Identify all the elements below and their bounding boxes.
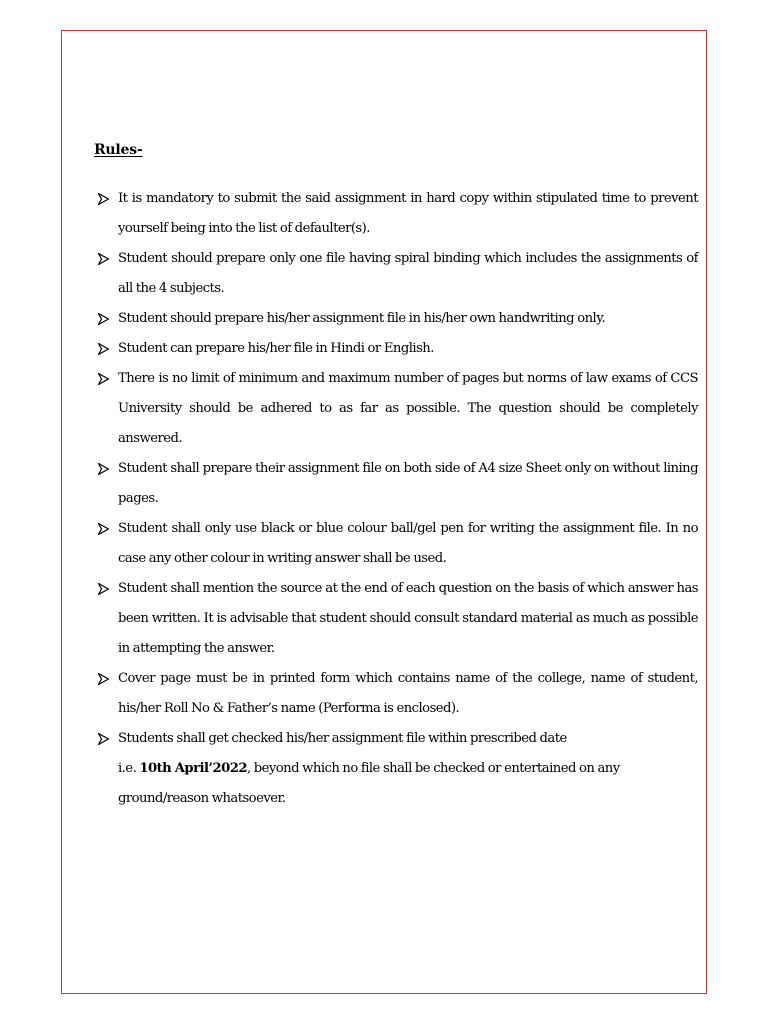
arrowhead-bullet-icon (98, 193, 109, 205)
arrowhead-bullet-icon (98, 463, 109, 475)
rule-text-suffix: , beyond which no file shall be checked or entertained on any ground/reason whatsoever. (118, 761, 620, 806)
arrowhead-bullet-icon (98, 523, 109, 535)
rule-text: Cover page must be in printed form which contains name of the college, name of student, his/her Roll No & Father’s name (Performa is enclosed). (118, 671, 698, 716)
rule-item (98, 304, 698, 334)
rule-text: Student should prepare only one file having spiral binding which includes the assignments of all the 4 subjects. (118, 251, 698, 296)
rule-text: Student shall prepare their assignment file on both side of A4 size Sheet only on without lining pages. (118, 461, 698, 506)
rule-text: It is mandatory to submit the said assignment in hard copy within stipulated time to prevent yourself being into the list of defaulter(s). (118, 191, 698, 236)
rule-item (98, 184, 698, 244)
arrowhead-bullet-icon (98, 373, 109, 385)
rule-item (98, 454, 698, 514)
rule-item-deadline (98, 724, 698, 814)
rule-item (98, 574, 698, 664)
rule-text: Student shall mention the source at the end of each question on the basis of which answer has been written. It is advisable that student should consult standard material as much as possible in attempting the answer. (118, 581, 698, 656)
rule-item (98, 514, 698, 574)
rule-text: Student can prepare his/her file in Hindi or English. (118, 341, 434, 356)
arrowhead-bullet-icon (98, 313, 109, 325)
rule-text: Student shall only use black or blue colour ball/gel pen for writing the assignment file. In no case any other colour in writing answer shall be used. (118, 521, 698, 566)
rule-item (98, 244, 698, 304)
arrowhead-bullet-icon (98, 733, 109, 745)
rule-text-line1: Students shall get checked his/her assignment file within prescribed date (118, 731, 567, 746)
rule-text: Student should prepare his/her assignment file in his/her own handwriting only. (118, 311, 605, 326)
arrowhead-bullet-icon (98, 253, 109, 265)
rules-list (98, 184, 698, 814)
rule-item (98, 664, 698, 724)
rule-item (98, 364, 698, 454)
rule-text-prefix: i.e. (118, 761, 140, 776)
rule-text: There is no limit of minimum and maximum number of pages but norms of law exams of CCS University should be adhered to as far as possible. The question should be completely answered. (118, 371, 698, 446)
rule-item (98, 334, 698, 364)
deadline-date: 10th April’2022 (139, 761, 247, 776)
arrowhead-bullet-icon (98, 583, 109, 595)
arrowhead-bullet-icon (98, 673, 109, 685)
rules-heading: Rules- (94, 142, 143, 158)
arrowhead-bullet-icon (98, 343, 109, 355)
